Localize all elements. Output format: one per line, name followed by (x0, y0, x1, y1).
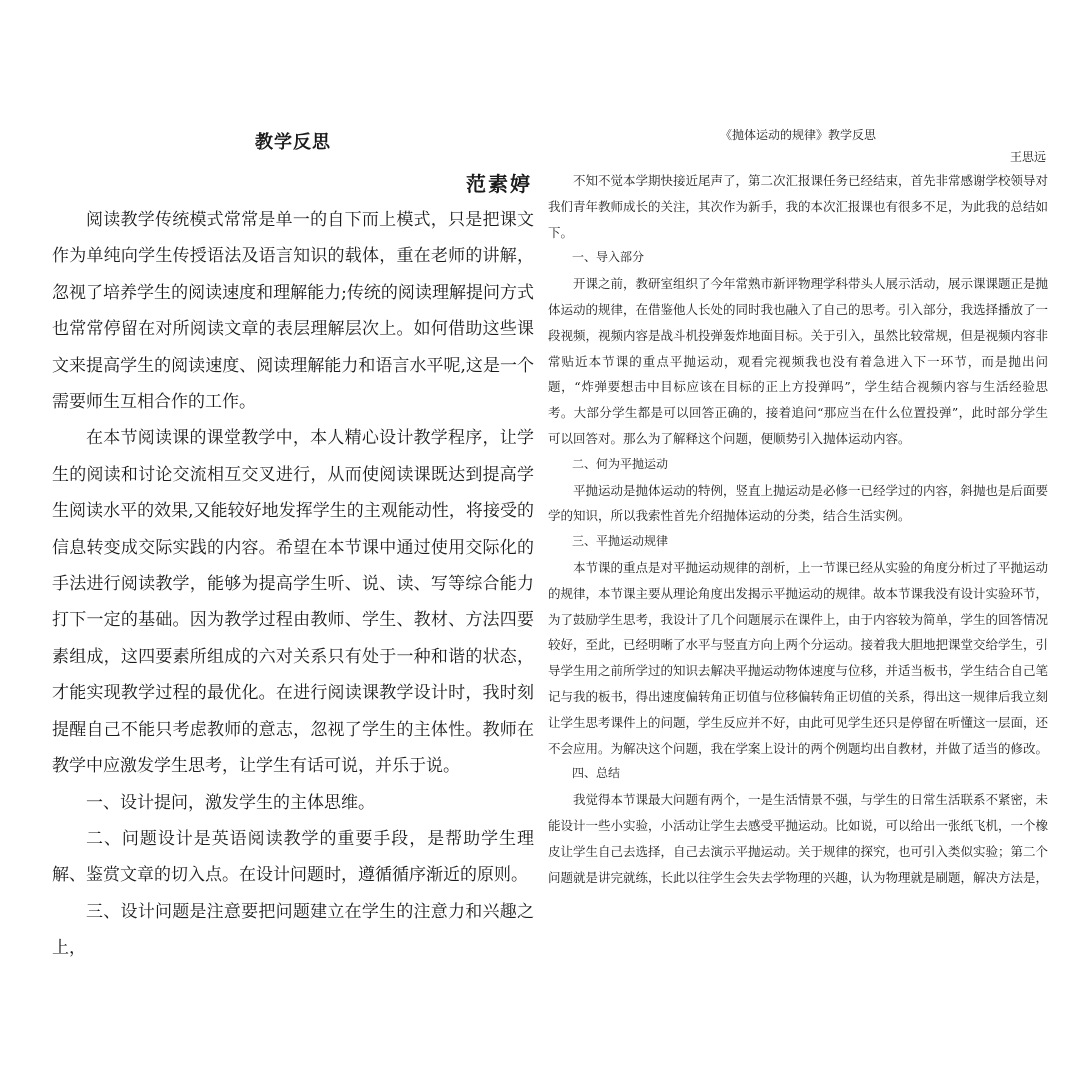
section-heading: 二、何为平抛运动 (572, 456, 669, 471)
document-title: 《抛体运动的规律》教学反思 (719, 128, 876, 142)
body-paragraph: 二、问题设计是英语阅读教学的重要手段，是帮助学生理解、鉴赏文章的切入点。在设计问题时，遵循循序渐近的原则。 (52, 828, 534, 886)
section-heading: 一、导入部分 (572, 250, 645, 265)
body-paragraph: 在本节阅读课的课堂教学中，本人精心设计教学程序，让学生的阅读和讨论交流相互交叉进行，从而使阅读课既达到提高学生阅读水平的效果,又能较好地发挥学生的主观能动性，将接受的信息转变成交际实践的内容。希望在本节课中通过使用交际化的手法进行阅读教学，能够为提高学生听、说、读、写等综合能力打下一定的基础。因为教学过程由教师、学生、教材、方法四要素组成，这四要素所组成的六对关系只有处于一种和谐的状态，才能实现教学过程的最优化。在进行阅读课教学设计时，我时刻提醒自己不能只考虑教师的意志，忽视了学生的主体性。教师在教学中应激发学生思考，让学生有话可说，并乐于说。 (52, 428, 534, 777)
body-paragraph: 三、设计问题是注意要把问题建立在学生的注意力和兴趣之上， (52, 901, 534, 959)
document-author: 范素婷 (466, 172, 532, 196)
document-author: 王思远 (1009, 150, 1046, 164)
section-heading: 四、总结 (572, 766, 621, 781)
body-paragraph: 开课之前，教研室组织了今年常熟市新评物理学科带头人展示活动，展示课课题正是抛体运动的规律，在借鉴他人长处的同时我也融入了自己的思考。引入部分，我选择播放了一段视频，视频内容是战斗机投弹轰炸地面目标。关于引入，虽然比较常规，但是视频内容非常贴近本节课的重点平抛运动，观看完视频我也没有着急进入下一环节，而是抛出问题，“炸弹要想击中目标应该在目标的正上方投弹吗”，学生结合视频内容与生活经验思考。大部分学生都是可以回答正确的，接着追问“那应当在什么位置投弹”，此时部分学生可以回答对。那么为了解释这个问题，便顺势引入抛体运动内容。 (548, 276, 1048, 446)
right-document-page (548, 118, 1048, 978)
body-paragraph: 本节课的重点是对平抛运动规律的剖析，上一节课已经从实验的角度分析过了平抛运动的规律，本节课主要从理论角度出发揭示平抛运动的规律。故本节课我没有设计实验环节，为了鼓励学生思考，我设计了几个问题展示在课件上，由于内容较为简单，学生的回答情况较好，至此，已经明晰了水平与竖直方向上两个分运动。接着我大胆地把课堂交给学生，引导学生用之前所学过的知识去解决平抛运动物体速度与位移，并适当板书，学生结合自己笔记与我的板书，得出速度偏转角正切值与位移偏转角正切值的关系，得出这一规律后我立刻让学生思考课件上的问题，学生反应并不好，由此可见学生还只是停留在听懂这一层面，还不会应用。为解决这个问题，我在学案上设计的两个例题均出自教材，并做了适当的修改。 (548, 559, 1048, 756)
left-document-page (52, 118, 534, 978)
section-heading: 三、平抛运动规律 (572, 534, 669, 549)
body-paragraph: 阅读教学传统模式常常是单一的自下而上模式，只是把课文作为单纯向学生传授语法及语言知识的载体，重在老师的讲解，忽视了培养学生的阅读速度和理解能力;传统的阅读理解提问方式也常常停留在对所阅读文章的表层理解层次上。如何借助这些课文来提高学生的阅读速度、阅读理解能力和语言水平呢,这是一个需要师生互相合作的工作。 (52, 210, 534, 413)
body-paragraph: 平抛运动是抛体运动的特例，竖直上抛运动是必修一已经学过的内容，斜抛也是后面要学的知识，所以我索性首先介绍抛体运动的分类，结合生活实例。 (548, 482, 1048, 524)
document-title: 教学反思 (255, 132, 331, 153)
body-paragraph: 我觉得本节课最大问题有两个，一是生活情景不强，与学生的日常生活联系不紧密，未能设计一些小实验，小活动让学生去感受平抛运动。比如说，可以给出一张纸飞机，一个橡皮让学生自己去选择，自己去演示平抛运动。关于规律的探究，也可引入类似实验；第二个问题就是讲完就练，长此以往学生会失去学物理的兴趣，认为物理就是刷题，解决方法是， (548, 792, 1048, 885)
body-paragraph: 一、设计提问，激发学生的主体思维。 (86, 792, 375, 813)
body-paragraph: 不知不觉本学期快接近尾声了，第二次汇报课任务已经结束，首先非常感谢学校领导对我们青年教师成长的关注，其次作为新手，我的本次汇报课也有很多不足，为此我的总结如下。 (548, 173, 1048, 240)
